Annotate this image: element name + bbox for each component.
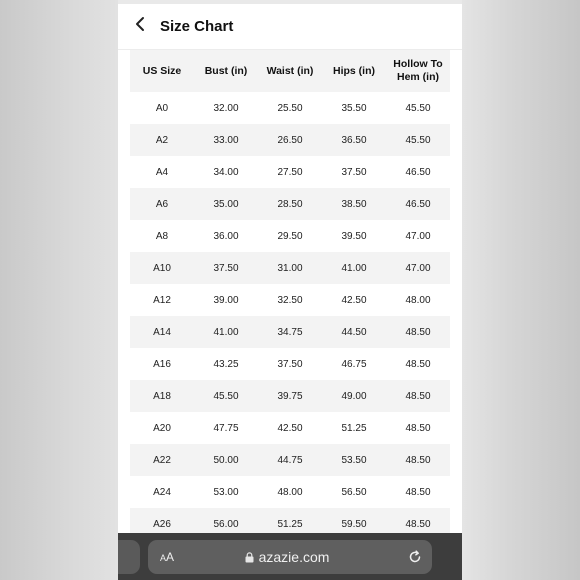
table-cell: 51.25 [277,518,303,530]
table-cell: 48.00 [405,294,431,306]
table-cell: 47.00 [405,262,431,274]
table-cell: 34.75 [277,326,303,338]
chevron-left-icon [134,16,146,37]
table-row [130,348,450,380]
table-cell: 48.50 [405,454,431,466]
table-cell: A6 [155,198,169,210]
table-cell: A22 [153,454,171,466]
table-row [130,220,450,252]
table-cell: 42.50 [341,294,367,306]
table-cell: A0 [155,102,169,114]
table-cell: 47.75 [213,422,239,434]
table-cell: 36.00 [213,230,239,242]
table-row [130,188,450,220]
table-cell: 45.50 [213,390,239,402]
table-cell: A20 [153,422,171,434]
table-cell: 56.50 [341,486,367,498]
table-cell: 48.50 [405,486,431,498]
table-row [130,412,450,444]
table-cell: 25.50 [277,102,303,114]
column-header-waist: Waist (in) [266,65,314,77]
table-cell: A26 [153,518,171,530]
browser-toolbar [118,533,462,580]
table-cell: A2 [155,134,169,146]
table-row [130,316,450,348]
table-cell: 46.50 [405,166,431,178]
address-bar[interactable] [148,540,432,574]
size-table [130,50,450,540]
table-row [130,284,450,316]
table-cell: 37.50 [341,166,367,178]
column-header-hollow-to-hem: Hollow To Hem (in) [393,58,443,83]
table-cell: 38.50 [341,198,367,210]
table-cell: 32.00 [213,102,239,114]
table-cell: 39.50 [341,230,367,242]
table-cell: 48.50 [405,358,431,370]
table-cell: 26.50 [277,134,303,146]
table-cell: 48.50 [405,518,431,530]
column-header-hips: Hips (in) [333,65,375,77]
size-chart-header [118,4,462,50]
table-cell: A8 [155,230,169,242]
table-cell: 39.75 [277,390,303,402]
table-cell: 46.50 [405,198,431,210]
table-row [130,476,450,508]
page-title: Size Chart [160,18,234,35]
table-row [130,444,450,476]
text-size-button[interactable]: AA [160,550,175,564]
table-cell: 35.00 [213,198,239,210]
lock-icon [245,552,254,563]
table-cell: A16 [153,358,171,370]
table-body [130,92,450,540]
table-row [130,380,450,412]
previous-tab-stub[interactable] [118,540,140,574]
table-cell: 33.00 [213,134,239,146]
table-row [130,92,450,124]
table-cell: 48.50 [405,422,431,434]
table-cell: 35.50 [341,102,367,114]
url-display[interactable] [174,549,400,565]
table-cell: 53.50 [341,454,367,466]
table-cell: 44.75 [277,454,303,466]
table-cell: A24 [153,486,171,498]
column-header-us-size: US Size [142,65,182,77]
table-cell: 27.50 [277,166,303,178]
table-row [130,252,450,284]
table-cell: 59.50 [341,518,367,530]
table-cell: 44.50 [341,326,367,338]
table-cell: A14 [153,326,171,338]
table-cell: 49.00 [341,390,367,402]
table-cell: 53.00 [213,486,239,498]
table-cell: 42.50 [277,422,303,434]
table-cell: 47.00 [405,230,431,242]
phone-screen [118,0,462,580]
column-header-bust: Bust (in) [204,65,248,77]
table-cell: 36.50 [341,134,367,146]
table-cell: A12 [153,294,171,306]
table-cell: 48.50 [405,326,431,338]
table-cell: 37.50 [277,358,303,370]
table-cell: 41.00 [213,326,239,338]
table-cell: 29.50 [277,230,303,242]
table-cell: A10 [153,262,171,274]
table-cell: 50.00 [213,454,239,466]
table-cell: A4 [155,166,169,178]
background-left [0,0,118,580]
table-cell: 46.75 [341,358,367,370]
url-text: azazie.com [258,549,330,565]
table-cell: 45.50 [405,134,431,146]
reload-icon[interactable] [408,550,422,564]
table-cell: 34.00 [213,166,239,178]
table-header-row [130,50,450,92]
table-cell: 39.00 [213,294,239,306]
table-cell: 32.50 [277,294,303,306]
table-cell: 48.00 [277,486,303,498]
table-cell: 48.50 [405,390,431,402]
table-cell: 37.50 [213,262,239,274]
table-cell: 28.50 [277,198,303,210]
table-cell: 41.00 [341,262,367,274]
table-row [130,124,450,156]
table-row [130,156,450,188]
table-cell: 56.00 [213,518,239,530]
table-cell: 43.25 [213,358,239,370]
table-cell: 51.25 [341,422,367,434]
table-cell: A18 [153,390,171,402]
background-right [462,0,580,580]
table-cell: 45.50 [405,102,431,114]
table-cell: 31.00 [277,262,303,274]
back-button[interactable] [120,4,160,50]
